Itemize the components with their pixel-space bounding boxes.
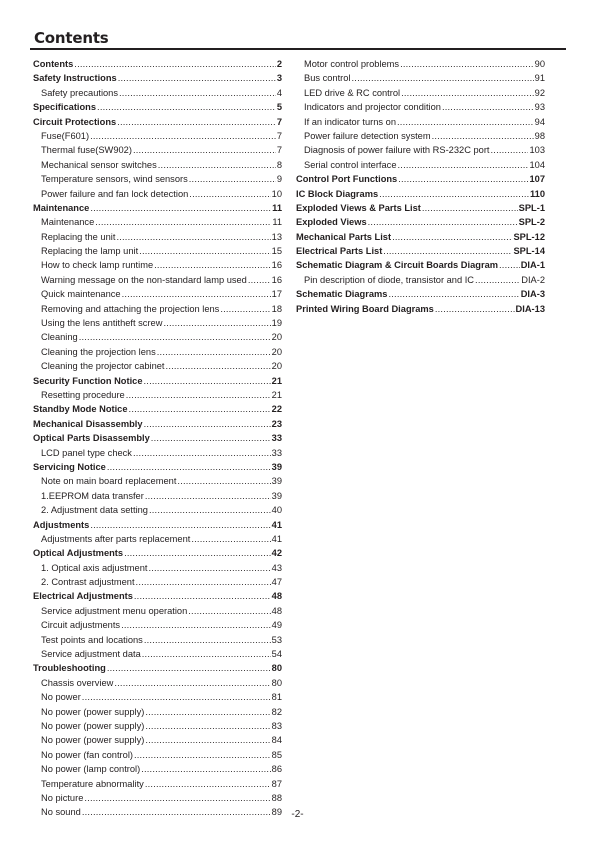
toc-subsection-entry xyxy=(33,345,282,359)
dot-leader xyxy=(166,359,271,373)
toc-entry-page: 7 xyxy=(276,116,282,127)
toc-entry-title: Maintenance xyxy=(41,217,95,228)
dot-leader xyxy=(134,589,271,603)
toc-section-entry xyxy=(33,57,282,71)
page-title: Contents xyxy=(34,29,109,47)
toc-subsection-entry xyxy=(33,489,282,503)
toc-entry-title: Cleaning xyxy=(41,332,78,343)
toc-entry-page: 15 xyxy=(271,246,282,257)
toc-entry-title: Security Function Notice xyxy=(33,375,143,386)
toc-entry-page: 9 xyxy=(276,174,282,185)
title-rule xyxy=(30,48,566,50)
toc-entry-page: SPL-12 xyxy=(513,231,545,242)
toc-subsection-entry xyxy=(33,705,282,719)
toc-entry-title: No power (power supply) xyxy=(41,720,145,731)
toc-entry-page: 3 xyxy=(276,73,282,84)
toc-entry-title: Replacing the unit xyxy=(41,231,116,242)
dot-leader xyxy=(397,115,534,129)
toc-entry-title: Motor control problems xyxy=(304,59,400,69)
toc-entry-page: 87 xyxy=(271,778,282,789)
dot-leader xyxy=(392,230,512,244)
dot-leader xyxy=(383,244,512,258)
toc-entry-title: Safety Instructions xyxy=(33,73,117,84)
toc-entry-page: 41 xyxy=(271,519,282,530)
toc-subsection-entry xyxy=(296,273,545,287)
toc-entry-title: Mechanical sensor switches xyxy=(41,159,157,170)
toc-subsection-entry xyxy=(33,633,282,647)
toc-entry-title: 1.EEPROM data transfer xyxy=(41,490,144,501)
dot-leader xyxy=(126,388,271,402)
toc-section-entry xyxy=(296,287,545,301)
toc-entry-title: Thermal fuse(SW902) xyxy=(41,145,132,156)
toc-entry-title: LED drive & RC control xyxy=(304,87,401,98)
toc-section-entry xyxy=(33,518,282,532)
toc-entry-title: Electrical Parts List xyxy=(296,246,383,257)
toc-entry-title: Printed Wiring Board Diagrams xyxy=(296,303,434,314)
toc-entry-title: Circuit Protections xyxy=(33,116,117,127)
toc-subsection-entry xyxy=(296,86,545,100)
dot-leader xyxy=(121,618,271,632)
dot-leader xyxy=(442,100,534,114)
dot-leader xyxy=(157,345,271,359)
toc-entry-page: DIA-13 xyxy=(515,303,545,314)
page-number: -2- xyxy=(291,809,304,820)
toc-entry-page: 39 xyxy=(271,476,282,487)
toc-subsection-entry xyxy=(33,446,282,460)
toc-entry-title: Pin description of diode, transistor and IC xyxy=(304,274,475,285)
toc-entry-title: No power (power supply) xyxy=(41,735,145,746)
toc-entry-title: No power (power supply) xyxy=(41,706,145,717)
toc-subsection-entry xyxy=(33,575,282,589)
toc-subsection-entry xyxy=(33,532,282,546)
toc-entry-page: 84 xyxy=(271,735,282,746)
toc-entry-page: 88 xyxy=(271,792,282,803)
toc-entry-page: 43 xyxy=(271,562,282,573)
toc-entry-page: 94 xyxy=(534,116,545,127)
toc-entry-title: If an indicator turns on xyxy=(304,116,396,127)
dot-leader xyxy=(145,489,271,503)
dot-leader xyxy=(90,518,270,532)
toc-entry-title: Adjustments xyxy=(33,519,90,530)
toc-section-entry xyxy=(296,172,545,186)
toc-subsection-entry xyxy=(296,115,545,129)
dot-leader xyxy=(149,503,271,517)
toc-entry-title: Cleaning the projector cabinet xyxy=(41,361,165,372)
dot-leader xyxy=(122,287,271,301)
dot-leader xyxy=(158,158,276,172)
toc-entry-page: 39 xyxy=(271,490,282,501)
toc-subsection-entry xyxy=(33,158,282,172)
toc-left-column xyxy=(33,57,282,820)
dot-leader xyxy=(151,431,271,445)
toc-entry-title: No power (fan control) xyxy=(41,749,133,760)
toc-entry-title: Chassis overview xyxy=(41,677,114,688)
dot-leader xyxy=(74,57,276,71)
toc-subsection-entry xyxy=(33,618,282,632)
toc-entry-title: Temperature abnormality xyxy=(41,778,144,789)
toc-subsection-entry xyxy=(33,690,282,704)
toc-section-entry xyxy=(33,201,282,215)
toc-entry-page: DIA-3 xyxy=(520,289,545,300)
toc-entry-title: Troubleshooting xyxy=(33,663,106,674)
dot-leader xyxy=(177,474,270,488)
toc-entry-title: How to check lamp runtime xyxy=(41,260,154,271)
toc-subsection-entry xyxy=(33,474,282,488)
toc-entry-page: 4 xyxy=(276,87,282,98)
dot-leader xyxy=(148,561,270,575)
toc-subsection-entry xyxy=(33,143,282,157)
toc-subsection-entry xyxy=(33,561,282,575)
toc-entry-page: 89 xyxy=(271,807,282,818)
dot-leader xyxy=(114,676,270,690)
toc-subsection-entry xyxy=(33,244,282,258)
toc-entry-page: 16 xyxy=(271,274,282,285)
toc-section-entry xyxy=(33,374,282,388)
dot-leader xyxy=(95,215,271,229)
toc-entry-title: Quick maintenance xyxy=(41,289,121,300)
toc-entry-page: 107 xyxy=(529,174,545,185)
dot-leader xyxy=(90,201,271,215)
toc-entry-page: DIA-1 xyxy=(520,260,545,271)
toc-subsection-entry xyxy=(33,604,282,618)
toc-subsection-entry xyxy=(33,503,282,517)
dot-leader xyxy=(398,158,529,172)
dot-leader xyxy=(144,417,271,431)
dot-leader xyxy=(499,258,520,272)
toc-entry-title: Temperature sensors, wind sensors xyxy=(41,174,188,185)
dot-leader xyxy=(90,129,276,143)
toc-subsection-entry xyxy=(33,330,282,344)
toc-entry-page: 2 xyxy=(276,59,282,69)
dot-leader xyxy=(145,705,270,719)
dot-leader xyxy=(133,143,276,157)
dot-leader xyxy=(191,532,270,546)
toc-entry-page: 80 xyxy=(271,663,282,674)
dot-leader xyxy=(124,546,271,560)
toc-subsection-entry xyxy=(33,129,282,143)
toc-section-entry xyxy=(296,230,545,244)
toc-section-entry xyxy=(33,431,282,445)
toc-entry-title: Standby Mode Notice xyxy=(33,404,128,415)
dot-leader xyxy=(79,330,271,344)
toc-entry-title: Warning message on the non-standard lamp used xyxy=(41,274,247,285)
dot-leader xyxy=(145,719,270,733)
toc-entry-page: 48 xyxy=(271,605,282,616)
toc-entry-title: Using the lens antitheft screw xyxy=(41,318,163,329)
toc-entry-title: Optical Adjustments xyxy=(33,548,124,559)
toc-subsection-entry xyxy=(33,230,282,244)
toc-entry-page: 82 xyxy=(271,706,282,717)
toc-entry-page: 48 xyxy=(271,591,282,602)
dot-leader xyxy=(82,690,271,704)
dot-leader xyxy=(379,187,529,201)
dot-leader xyxy=(116,230,270,244)
dot-leader xyxy=(220,302,270,316)
toc-entry-title: Specifications xyxy=(33,102,97,113)
dot-leader xyxy=(145,733,270,747)
dot-leader xyxy=(491,143,529,157)
toc-subsection-entry xyxy=(33,258,282,272)
toc-subsection-entry xyxy=(33,273,282,287)
toc-entry-page: 18 xyxy=(271,303,282,314)
toc-entry-page: 93 xyxy=(534,102,545,113)
toc-entry-page: 5 xyxy=(276,102,282,113)
dot-leader xyxy=(475,273,520,287)
toc-entry-page: 98 xyxy=(534,130,545,141)
toc-section-entry xyxy=(33,115,282,129)
toc-entry-title: Circuit adjustments xyxy=(41,620,121,631)
toc-entry-title: 1. Optical axis adjustment xyxy=(41,562,148,573)
toc-section-entry xyxy=(33,546,282,560)
toc-section-entry xyxy=(296,258,545,272)
toc-entry-page: 20 xyxy=(271,332,282,343)
toc-entry-page: 42 xyxy=(271,548,282,559)
toc-entry-page: 90 xyxy=(534,59,545,69)
toc-subsection-entry xyxy=(33,172,282,186)
toc-section-entry xyxy=(33,402,282,416)
toc-subsection-entry xyxy=(33,302,282,316)
dot-leader xyxy=(134,748,271,762)
toc-entry-title: Note on main board replacement xyxy=(41,476,177,487)
toc-subsection-entry xyxy=(33,791,282,805)
toc-entry-page: 86 xyxy=(271,764,282,775)
toc-entry-title: Service adjustment menu operation xyxy=(41,605,188,616)
toc-entry-title: Control Port Functions xyxy=(296,174,398,185)
dot-leader xyxy=(400,57,534,71)
toc-section-entry xyxy=(33,100,282,114)
toc-entry-page: 10 xyxy=(271,188,282,199)
toc-entry-title: Servicing Notice xyxy=(33,461,106,472)
dot-leader xyxy=(136,575,271,589)
toc-subsection-entry xyxy=(33,86,282,100)
toc-subsection-entry xyxy=(296,143,545,157)
dot-leader xyxy=(139,244,270,258)
toc-entry-page: 7 xyxy=(276,130,282,141)
toc-entry-title: Schematic Diagram & Circuit Boards Diagram xyxy=(296,260,499,271)
toc-entry-title: Service adjustment data xyxy=(41,649,141,660)
toc-entry-title: No power xyxy=(41,692,81,703)
toc-entry-title: Diagnosis of power failure with RS-232C port xyxy=(304,145,490,156)
dot-leader xyxy=(107,661,271,675)
dot-leader xyxy=(117,115,276,129)
toc-entry-page: 11 xyxy=(272,202,282,213)
toc-entry-title: Bus control xyxy=(304,73,351,84)
toc-entry-title: Contents xyxy=(33,59,74,69)
toc-entry-page: SPL-14 xyxy=(513,246,545,257)
toc-section-entry xyxy=(296,215,545,229)
toc-section-entry xyxy=(296,187,545,201)
dot-leader xyxy=(248,273,271,287)
toc-entry-page: 47 xyxy=(271,577,282,588)
toc-subsection-entry xyxy=(296,71,545,85)
dot-leader xyxy=(141,762,270,776)
toc-subsection-entry xyxy=(33,187,282,201)
toc-subsection-entry xyxy=(33,733,282,747)
toc-subsection-entry xyxy=(33,647,282,661)
toc-entry-page: 11 xyxy=(272,217,282,228)
toc-entry-page: 8 xyxy=(276,159,282,170)
toc-subsection-entry xyxy=(33,719,282,733)
toc-entry-page: 20 xyxy=(271,361,282,372)
toc-entry-page: 80 xyxy=(271,677,282,688)
toc-entry-page: 23 xyxy=(271,418,282,429)
toc-entry-page: 22 xyxy=(271,404,282,415)
toc-entry-page: 21 xyxy=(271,375,282,386)
toc-entry-title: Electrical Adjustments xyxy=(33,591,133,602)
dot-leader xyxy=(435,302,515,316)
toc-entry-title: Mechanical Disassembly xyxy=(33,418,143,429)
toc-section-entry xyxy=(33,71,282,85)
dot-leader xyxy=(189,172,276,186)
toc-subsection-entry xyxy=(33,748,282,762)
toc-entry-title: Test points and locations xyxy=(41,634,143,645)
toc-entry-page: DIA-2 xyxy=(521,274,545,285)
toc-entry-title: Power failure detection system xyxy=(304,130,431,141)
dot-leader xyxy=(154,258,271,272)
dot-leader xyxy=(144,374,271,388)
dot-leader xyxy=(144,633,271,647)
toc-entry-page: 110 xyxy=(530,188,545,199)
toc-entry-title: No picture xyxy=(41,792,84,803)
toc-entry-title: Cleaning the projection lens xyxy=(41,346,156,357)
toc-subsection-entry xyxy=(296,129,545,143)
dot-leader xyxy=(432,129,534,143)
toc-entry-page: 91 xyxy=(534,73,545,84)
toc-section-entry xyxy=(33,661,282,675)
toc-entry-page: 104 xyxy=(529,159,545,170)
toc-section-entry xyxy=(33,589,282,603)
toc-entry-title: Exploded Views xyxy=(296,217,367,228)
toc-entry-title: Fuse(F601) xyxy=(41,130,90,141)
toc-entry-page: SPL-2 xyxy=(518,217,545,228)
toc-right-column xyxy=(296,57,545,316)
toc-entry-page: 16 xyxy=(271,260,282,271)
dot-leader xyxy=(352,71,534,85)
toc-entry-page: 39 xyxy=(271,461,282,472)
toc-entry-title: Optical Parts Disassembly xyxy=(33,433,150,444)
dot-leader xyxy=(133,446,271,460)
toc-entry-page: 7 xyxy=(276,145,282,156)
toc-entry-page: 33 xyxy=(271,447,282,458)
toc-entry-title: Mechanical Parts List xyxy=(296,231,392,242)
toc-subsection-entry xyxy=(33,215,282,229)
toc-entry-title: Serial control interface xyxy=(304,159,397,170)
toc-entry-page: 103 xyxy=(529,145,545,156)
dot-leader xyxy=(145,777,271,791)
toc-entry-title: Schematic Diagrams xyxy=(296,289,388,300)
dot-leader xyxy=(188,604,270,618)
toc-subsection-entry xyxy=(33,676,282,690)
toc-entry-title: Indicators and projector condition xyxy=(304,102,441,113)
toc-entry-title: Adjustments after parts replacement xyxy=(41,533,191,544)
toc-entry-page: 92 xyxy=(534,87,545,98)
toc-entry-page: 49 xyxy=(271,620,282,631)
toc-entry-title: No sound xyxy=(41,807,81,818)
dot-leader xyxy=(398,172,528,186)
toc-entry-title: Removing and attaching the projection lens xyxy=(41,303,220,314)
dot-leader xyxy=(119,86,276,100)
toc-entry-title: Resetting procedure xyxy=(41,389,125,400)
dot-leader xyxy=(142,647,271,661)
toc-entry-title: Replacing the lamp unit xyxy=(41,246,139,257)
toc-entry-page: 21 xyxy=(271,389,282,400)
toc-section-entry xyxy=(33,460,282,474)
toc-entry-title: 2. Contrast adjustment xyxy=(41,577,135,588)
toc-entry-page: 17 xyxy=(271,289,282,300)
dot-leader xyxy=(118,71,276,85)
toc-entry-title: Maintenance xyxy=(33,202,90,213)
toc-subsection-entry xyxy=(33,777,282,791)
dot-leader xyxy=(107,460,271,474)
toc-entry-page: 19 xyxy=(271,318,282,329)
dot-leader xyxy=(129,402,271,416)
dot-leader xyxy=(368,215,518,229)
toc-section-entry xyxy=(296,302,545,316)
toc-subsection-entry xyxy=(33,287,282,301)
toc-subsection-entry xyxy=(33,762,282,776)
dot-leader xyxy=(401,86,534,100)
toc-entry-title: 2. Adjustment data setting xyxy=(41,505,148,516)
toc-entry-title: LCD panel type check xyxy=(41,447,132,458)
toc-entry-page: 40 xyxy=(271,505,282,516)
toc-section-entry xyxy=(296,201,545,215)
toc-entry-page: 85 xyxy=(271,749,282,760)
toc-entry-page: 81 xyxy=(271,692,282,703)
toc-entry-title: Exploded Views & Parts List xyxy=(296,202,421,213)
toc-section-entry xyxy=(296,244,545,258)
dot-leader xyxy=(97,100,276,114)
toc-entry-title: Safety precautions xyxy=(41,87,119,98)
toc-subsection-entry xyxy=(296,158,545,172)
toc-subsection-entry xyxy=(296,57,545,71)
toc-entry-page: 33 xyxy=(271,433,282,444)
toc-entry-page: 41 xyxy=(271,533,282,544)
dot-leader xyxy=(189,187,270,201)
toc-entry-page: 83 xyxy=(271,720,282,731)
dot-leader xyxy=(84,791,270,805)
toc-subsection-entry xyxy=(33,359,282,373)
toc-entry-page: 54 xyxy=(271,649,282,660)
toc-subsection-entry xyxy=(296,100,545,114)
toc-entry-page: SPL-1 xyxy=(518,202,545,213)
toc-entry-title: Power failure and fan lock detection xyxy=(41,188,189,199)
toc-entry-title: IC Block Diagrams xyxy=(296,188,379,199)
toc-entry-page: 13 xyxy=(271,231,282,242)
toc-subsection-entry xyxy=(33,316,282,330)
dot-leader xyxy=(422,201,518,215)
toc-section-entry xyxy=(33,417,282,431)
toc-entry-page: 53 xyxy=(271,634,282,645)
dot-leader xyxy=(388,287,519,301)
dot-leader xyxy=(163,316,270,330)
toc-entry-page: 20 xyxy=(271,346,282,357)
toc-entry-title: No power (lamp control) xyxy=(41,764,141,775)
toc-subsection-entry xyxy=(33,388,282,402)
